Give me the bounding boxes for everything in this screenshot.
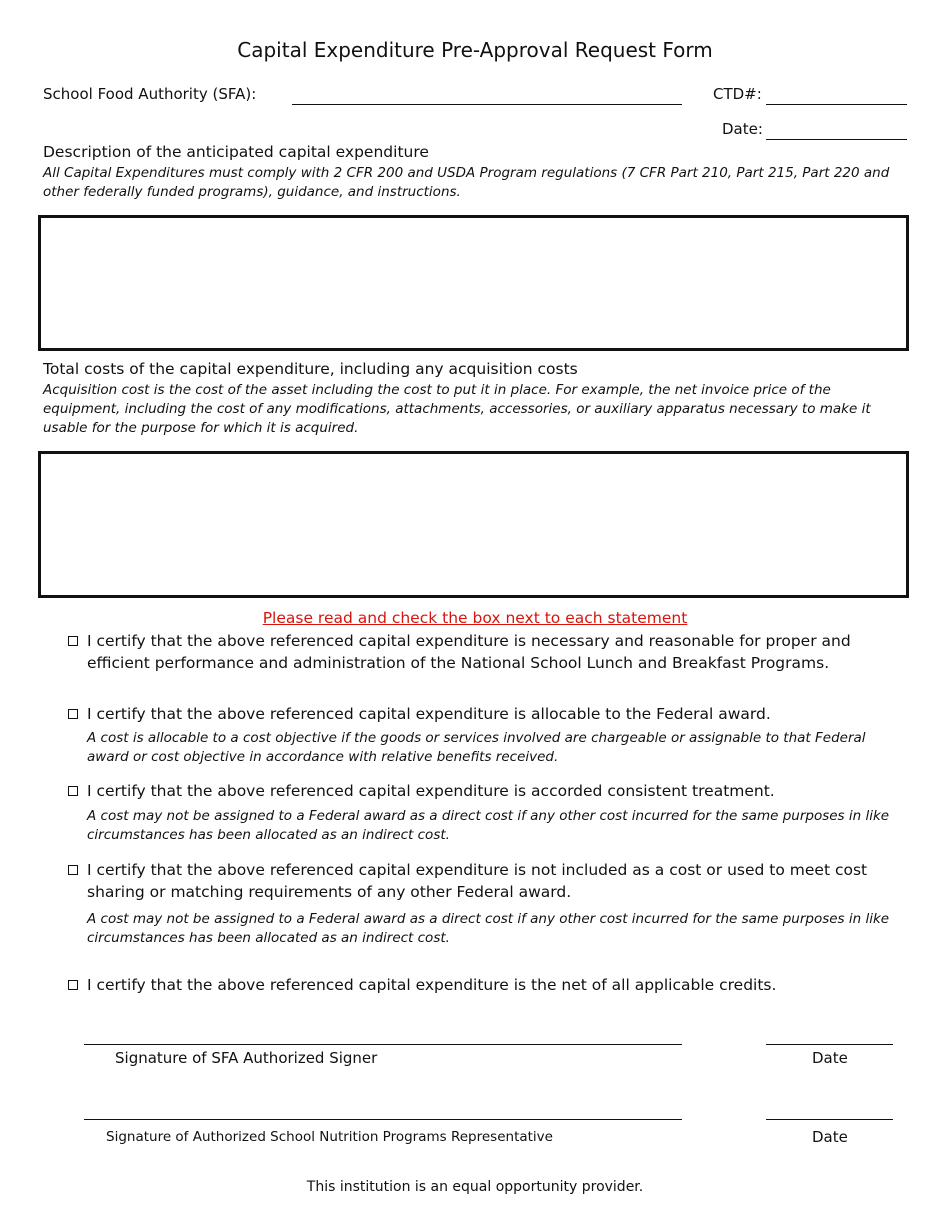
costs-note: Acquisition cost is the cost of the asset including the cost to put it in place. For example, the net invoice price of the equipment, including the cost of any modifications, attachments, accessories, or auxiliary apparatus necessary to make it usable for the purpose for which it is acquired.: [43, 382, 871, 436]
ctd-input-line[interactable]: [766, 104, 907, 105]
snp-signature-label: Signature of Authorized School Nutrition Programs Representative: [106, 1129, 553, 1145]
certification-3-text: I certify that the above referenced capital expenditure is accorded consistent treatment.: [87, 782, 775, 800]
sfa-label: School Food Authority (SFA):: [43, 85, 257, 103]
certification-2-note: A cost is allocable to a cost objective if the goods or services involved are chargeable or assignable to that Federal award or cost objective in accordance with relative benefits received.: [87, 730, 866, 765]
description-textbox[interactable]: [38, 215, 909, 351]
description-note: All Capital Expenditures must comply with 2 CFR 200 and USDA Program regulations (7 CFR Part 210, Part 215, Part 220 and other federally funded programs), guidance, and instructions.: [43, 165, 890, 200]
certification-2-text: I certify that the above referenced capital expenditure is allocable to the Federal award.: [87, 705, 771, 723]
date-input-line[interactable]: [766, 139, 907, 140]
checkbox-4[interactable]: [68, 865, 78, 875]
sfa-signature-label: Signature of SFA Authorized Signer: [115, 1049, 378, 1067]
certification-1-text: I certify that the above referenced capital expenditure is necessary and reasonable for proper and efficient performance and administration of the National School Lunch and Breakfast Programs.: [87, 632, 851, 672]
certification-4-note: A cost may not be assigned to a Federal award as a direct cost if any other cost incurred for the same purposes in like circumstances has been allocated as an indirect cost.: [87, 911, 890, 946]
instruction-text: Please read and check the box next to each statement: [262, 609, 688, 627]
sfa-signature-line[interactable]: [84, 1044, 682, 1045]
ctd-label: CTD#:: [713, 85, 762, 103]
certification-4-text: I certify that the above referenced capital expenditure is not included as a cost or used to meet cost sharing or matching requirements of any other Federal award.: [87, 861, 868, 901]
date-label: Date:: [722, 120, 763, 138]
sfa-date-label: Date: [812, 1049, 848, 1067]
snp-date-line[interactable]: [766, 1119, 893, 1120]
costs-textbox[interactable]: [38, 451, 909, 598]
checkbox-3[interactable]: [68, 786, 78, 796]
description-heading: Description of the anticipated capital expenditure: [43, 143, 429, 161]
sfa-date-line[interactable]: [766, 1044, 893, 1045]
certification-3-note: A cost may not be assigned to a Federal award as a direct cost if any other cost incurred for the same purposes in like circumstances has been allocated as an indirect cost.: [87, 808, 890, 843]
snp-date-label: Date: [812, 1128, 848, 1146]
snp-signature-line[interactable]: [84, 1119, 682, 1120]
costs-heading: Total costs of the capital expenditure, including any acquisition costs: [43, 360, 578, 378]
form-title: Capital Expenditure Pre-Approval Request Form: [237, 38, 713, 62]
certification-5-text: I certify that the above referenced capital expenditure is the net of all applicable credits.: [87, 976, 777, 994]
checkbox-5[interactable]: [68, 980, 78, 990]
sfa-input-line[interactable]: [292, 104, 682, 105]
checkbox-2[interactable]: [68, 709, 78, 719]
checkbox-1[interactable]: [68, 636, 78, 646]
footer-statement: This institution is an equal opportunity provider.: [306, 1179, 644, 1195]
